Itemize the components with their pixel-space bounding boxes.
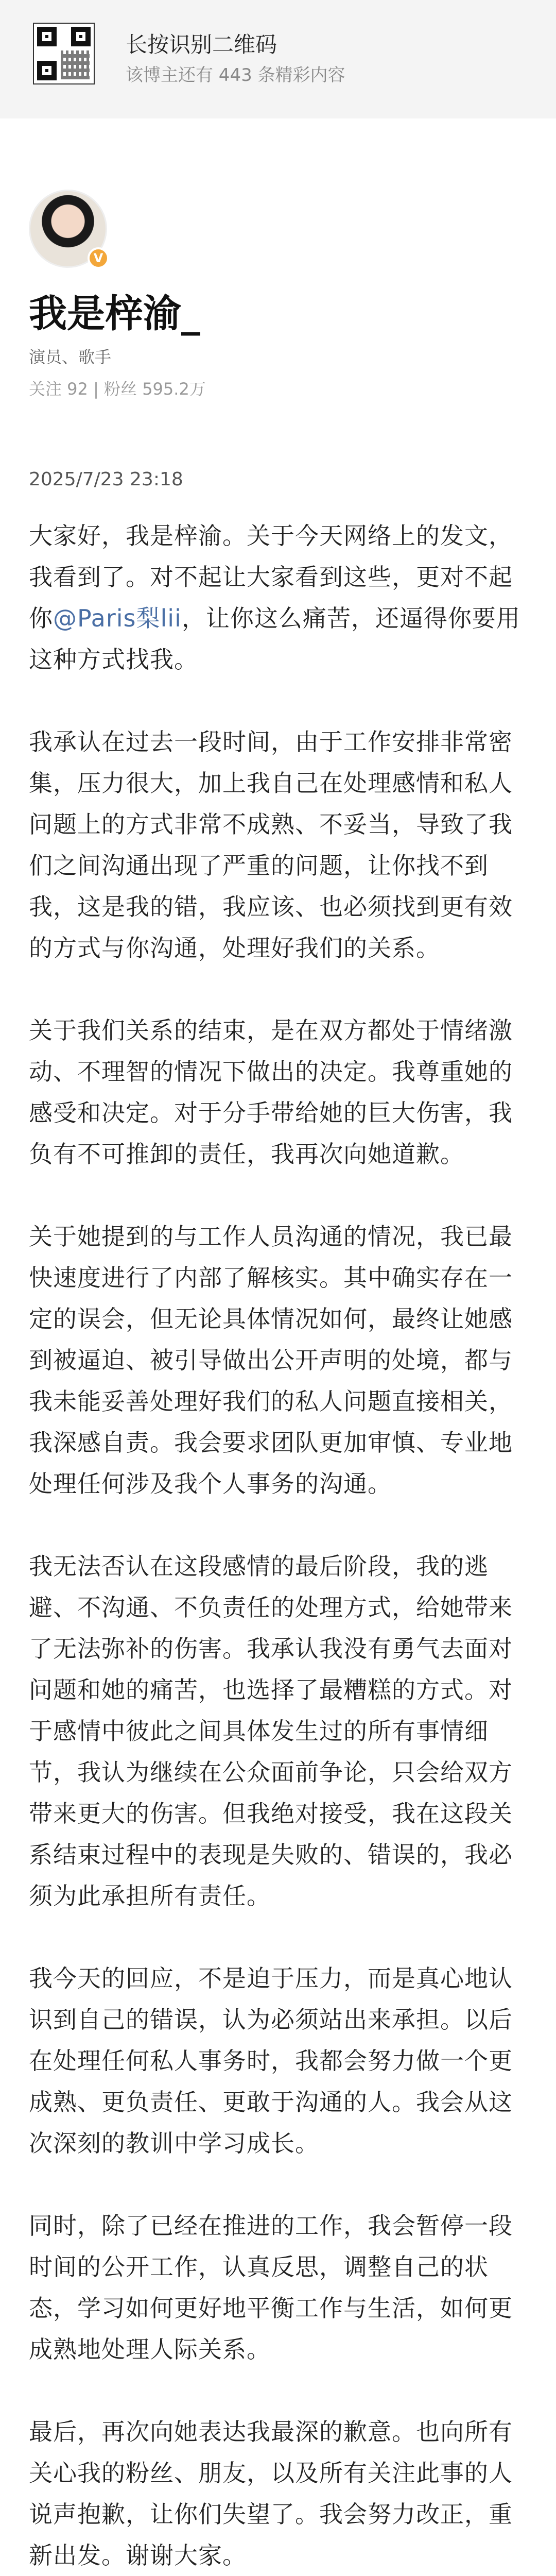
- post-body: [29, 515, 527, 2576]
- post-paragraph: 我无法否认在这段感情的最后阶段，我的逃避、不沟通、不负责任的处理方式，给她带来了无法弥补的伤害。我承认我没有勇气去面对问题和她的痛苦，也选择了最糟糕的方式。对于感情中彼此之间具体发生过的所有事情细节，我认为继续在公众面前争论，只会给双方带来更大的伤害。但我绝对接受，我在这段关系结束过程中的表现是失败的、错误的，我必须为此承担所有责任。: [29, 1552, 513, 1910]
- post-paragraph: [29, 515, 527, 680]
- banner-subtitle: 该博主还有 443 条精彩内容: [126, 65, 345, 86]
- profile-name[interactable]: 我是梓渝_: [29, 292, 200, 336]
- post-paragraph: 我今天的回应，不是迫于压力，而是真心地认识到自己的错误，认为必须站出来承担。以后在处理任何私人事务时，我都会努力做一个更成熟、更负责任、更敢于沟通的人。我会从这次深刻的教训中学习成长。: [29, 1964, 513, 2157]
- post-paragraph: 我承认在过去一段时间，由于工作安排非常密集，压力很大，加上我自己在处理感情和私人问题上的方式非常不成熟、不妥当，导致了我们之间沟通出现了严重的问题，让你找不到我，这是我的错，我应该、也必须找到更有效的方式与你沟通，处理好我们的关系。: [29, 728, 513, 962]
- qr-code-icon[interactable]: [33, 23, 95, 84]
- verified-badge-icon: V: [88, 247, 109, 269]
- top-qr-banner: [0, 0, 556, 118]
- profile-role: 演员、歌手: [29, 347, 112, 367]
- post-text: ，让你这么痛苦，还逼得你要用这种方式找我。: [29, 604, 520, 673]
- post-paragraph: 最后，再次向她表达我最深的歉意。也向所有关心我的粉丝、朋友，以及所有关注此事的人说声抱歉，让你们失望了。我会努力改正，重新出发。谢谢大家。: [29, 2418, 513, 2569]
- post-paragraph: 同时，除了已经在推进的工作，我会暂停一段时间的公开工作，认真反思，调整自己的状态，学习如何更好地平衡工作与生活，如何更成熟地处理人际关系。: [29, 2212, 513, 2363]
- mention-link[interactable]: @Paris梨lii: [53, 604, 182, 632]
- post-paragraph: 关于她提到的与工作人员沟通的情况，我已最快速度进行了内部了解核实。其中确实存在一定的误会，但无论具体情况如何，最终让她感到被逼迫、被引导做出公开声明的处境，都与我未能妥善处理好我们的私人问题直接相关，我深感自责。我会要求团队更加审慎、专业地处理任何涉及我个人事务的沟通。: [29, 1223, 513, 1498]
- profile-stats: 关注 92 | 粉丝 595.2万: [29, 379, 206, 399]
- post-timestamp: 2025/7/23 23:18: [29, 469, 183, 490]
- post-paragraph: 关于我们关系的结束，是在双方都处于情绪激动、不理智的情况下做出的决定。我尊重她的感受和决定。对于分手带给她的巨大伤害，我负有不可推卸的责任，我再次向她道歉。: [29, 1016, 513, 1168]
- post-text: 大家好，我是梓渝。关于今天网络上的发文，我看到了。对不起让大家看到这些，更对不起你: [29, 522, 513, 632]
- banner-title: 长按识别二维码: [126, 32, 277, 57]
